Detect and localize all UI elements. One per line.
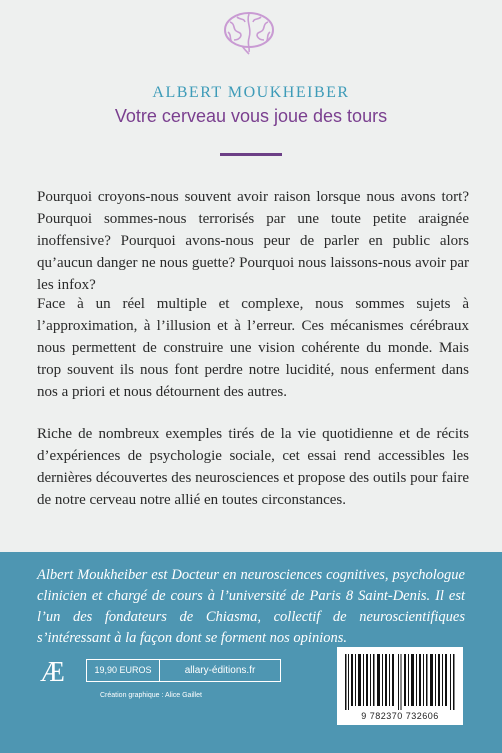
author-name: ALBERT MOUKHEIBER [152,84,350,101]
summary-paragraph-2: Face à un réel multiple et complexe, nous sommes sujets à l’approximation, à l’illusion et à l’erreur. Ces mécanismes cérébraux nous permettent de construire une vision cohérente du monde. Mais trop souvent ils nous font perdre notre lucidité, nous enferment dans nos a priori et nous détournent des autres. [37,296,469,400]
author-bio-band [0,552,502,753]
summary-paragraph-1: Pourquoi croyons-nous souvent avoir raison lorsque nous avons tort? Pourquoi sommes-nous terrorisés par une toute petite araignée inoffensive? Pourquoi avons-nous peur de parler en public alors qu’aucun danger ne nous guette? Pourquoi nous laissons-nous avoir par les infox? [37,189,469,293]
summary-paragraph-3: Riche de nombreux exemples tirés de la vie quotidienne et de récits d’expériences de psychologie sociale, cet essai rend accessibles les dernières découvertes des neurosciences et propose des outils pour faire de notre cerveau notre allié en toutes circonstances. [37,426,469,508]
isbn-barcode [337,647,463,725]
isbn-number: 9 782370 732606 [361,711,439,721]
book-title: Votre cerveau vous joue des tours [114,106,388,126]
title-divider [220,153,282,156]
design-credit: Création graphique : Alice Gaillet [100,692,202,699]
publisher-logo: Æ [40,657,65,688]
barcode-bars [345,654,455,710]
brain-icon [218,8,280,58]
author-bio: Albert Moukheiber est Docteur en neurosciences cognitives, psychologue clinicien et chargé de cours à l’université de Paris 8 Saint-Denis. Il est l’un des fondateurs de Chiasma, collectif de neuroscientifiques s’intéressant à la façon dont se forment nos opinions. [37,567,465,646]
publisher-website: allary-éditions.fr [159,659,281,682]
price-label: 19,90 EUROS [86,659,160,682]
